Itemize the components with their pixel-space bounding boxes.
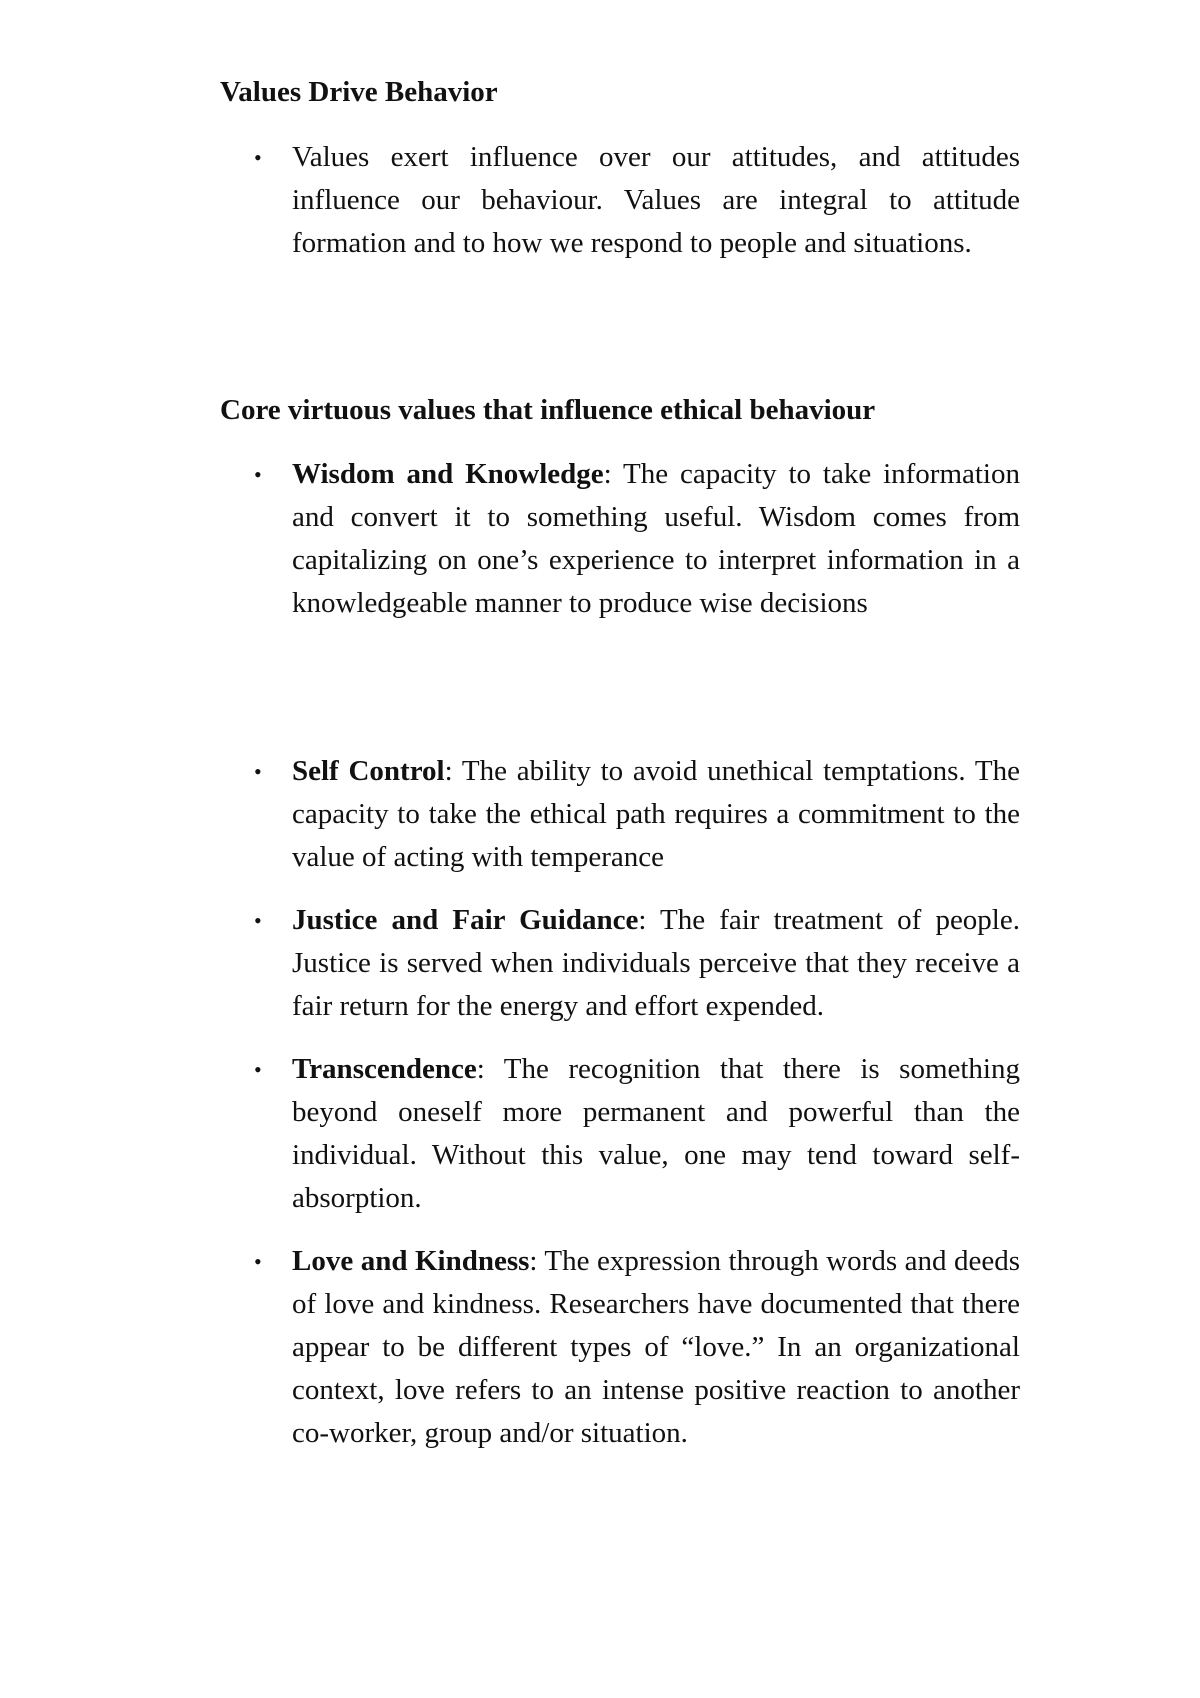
value-description: : The expression through words and deeds of love and kindness. Researchers have documented that there appear to be different types of “love.” In an organizational context, love refers to an intense positive reaction to another co-worker, group and/or situation. (292, 1245, 1020, 1449)
value-term: Transcendence (292, 1053, 477, 1085)
bullet-icon: • (254, 1249, 262, 1274)
section-heading-core-virtuous-values: Core virtuous values that influence ethical behaviour (220, 394, 876, 426)
core-values-list-group-1 (220, 453, 1020, 625)
bullet-icon: • (254, 759, 262, 784)
value-term: Love and Kindness (292, 1245, 530, 1277)
list-item (220, 136, 1020, 265)
list-item-self-control (220, 750, 1020, 879)
value-description: : The fair treatment of people. Justice is served when individuals perceive that they receive a fair return for the energy and effort expended. (292, 904, 1020, 1022)
value-description: : The capacity to take information and convert it to something useful. Wisdom comes from capitalizing on one’s experience to interpret information in a knowledgeable manner to produce wise decisions (292, 458, 1020, 619)
bullet-icon: • (254, 145, 262, 170)
list-item-wisdom-and-knowledge (220, 453, 1020, 625)
value-term: Justice and Fair Guidance (292, 904, 639, 936)
bullet-icon: • (254, 462, 262, 487)
section-heading-values-drive-behavior: Values Drive Behavior (220, 76, 498, 108)
list-item-justice-and-fair-guidance (220, 899, 1020, 1028)
value-term: Self Control (292, 755, 445, 787)
list-item-love-and-kindness (220, 1240, 1020, 1455)
list-item-transcendence (220, 1048, 1020, 1220)
bullet-icon: • (254, 1057, 262, 1082)
values-drive-behavior-list (220, 136, 1020, 265)
bullet-icon: • (254, 908, 262, 933)
core-values-list-group-2 (220, 750, 1020, 1455)
value-description: : The recognition that there is something beyond oneself more permanent and powerful than the individual. Without this value, one may tend toward self-absorption. (292, 1053, 1020, 1214)
value-term: Wisdom and Knowledge (292, 458, 604, 490)
bullet-text: Values exert influence over our attitudes, and attitudes influence our behaviour. Values are integral to attitude formation and to how we respond to people and situations. (292, 141, 1020, 259)
value-description: : The ability to avoid unethical temptations. The capacity to take the ethical path requires a commitment to the value of acting with temperance (292, 755, 1020, 873)
